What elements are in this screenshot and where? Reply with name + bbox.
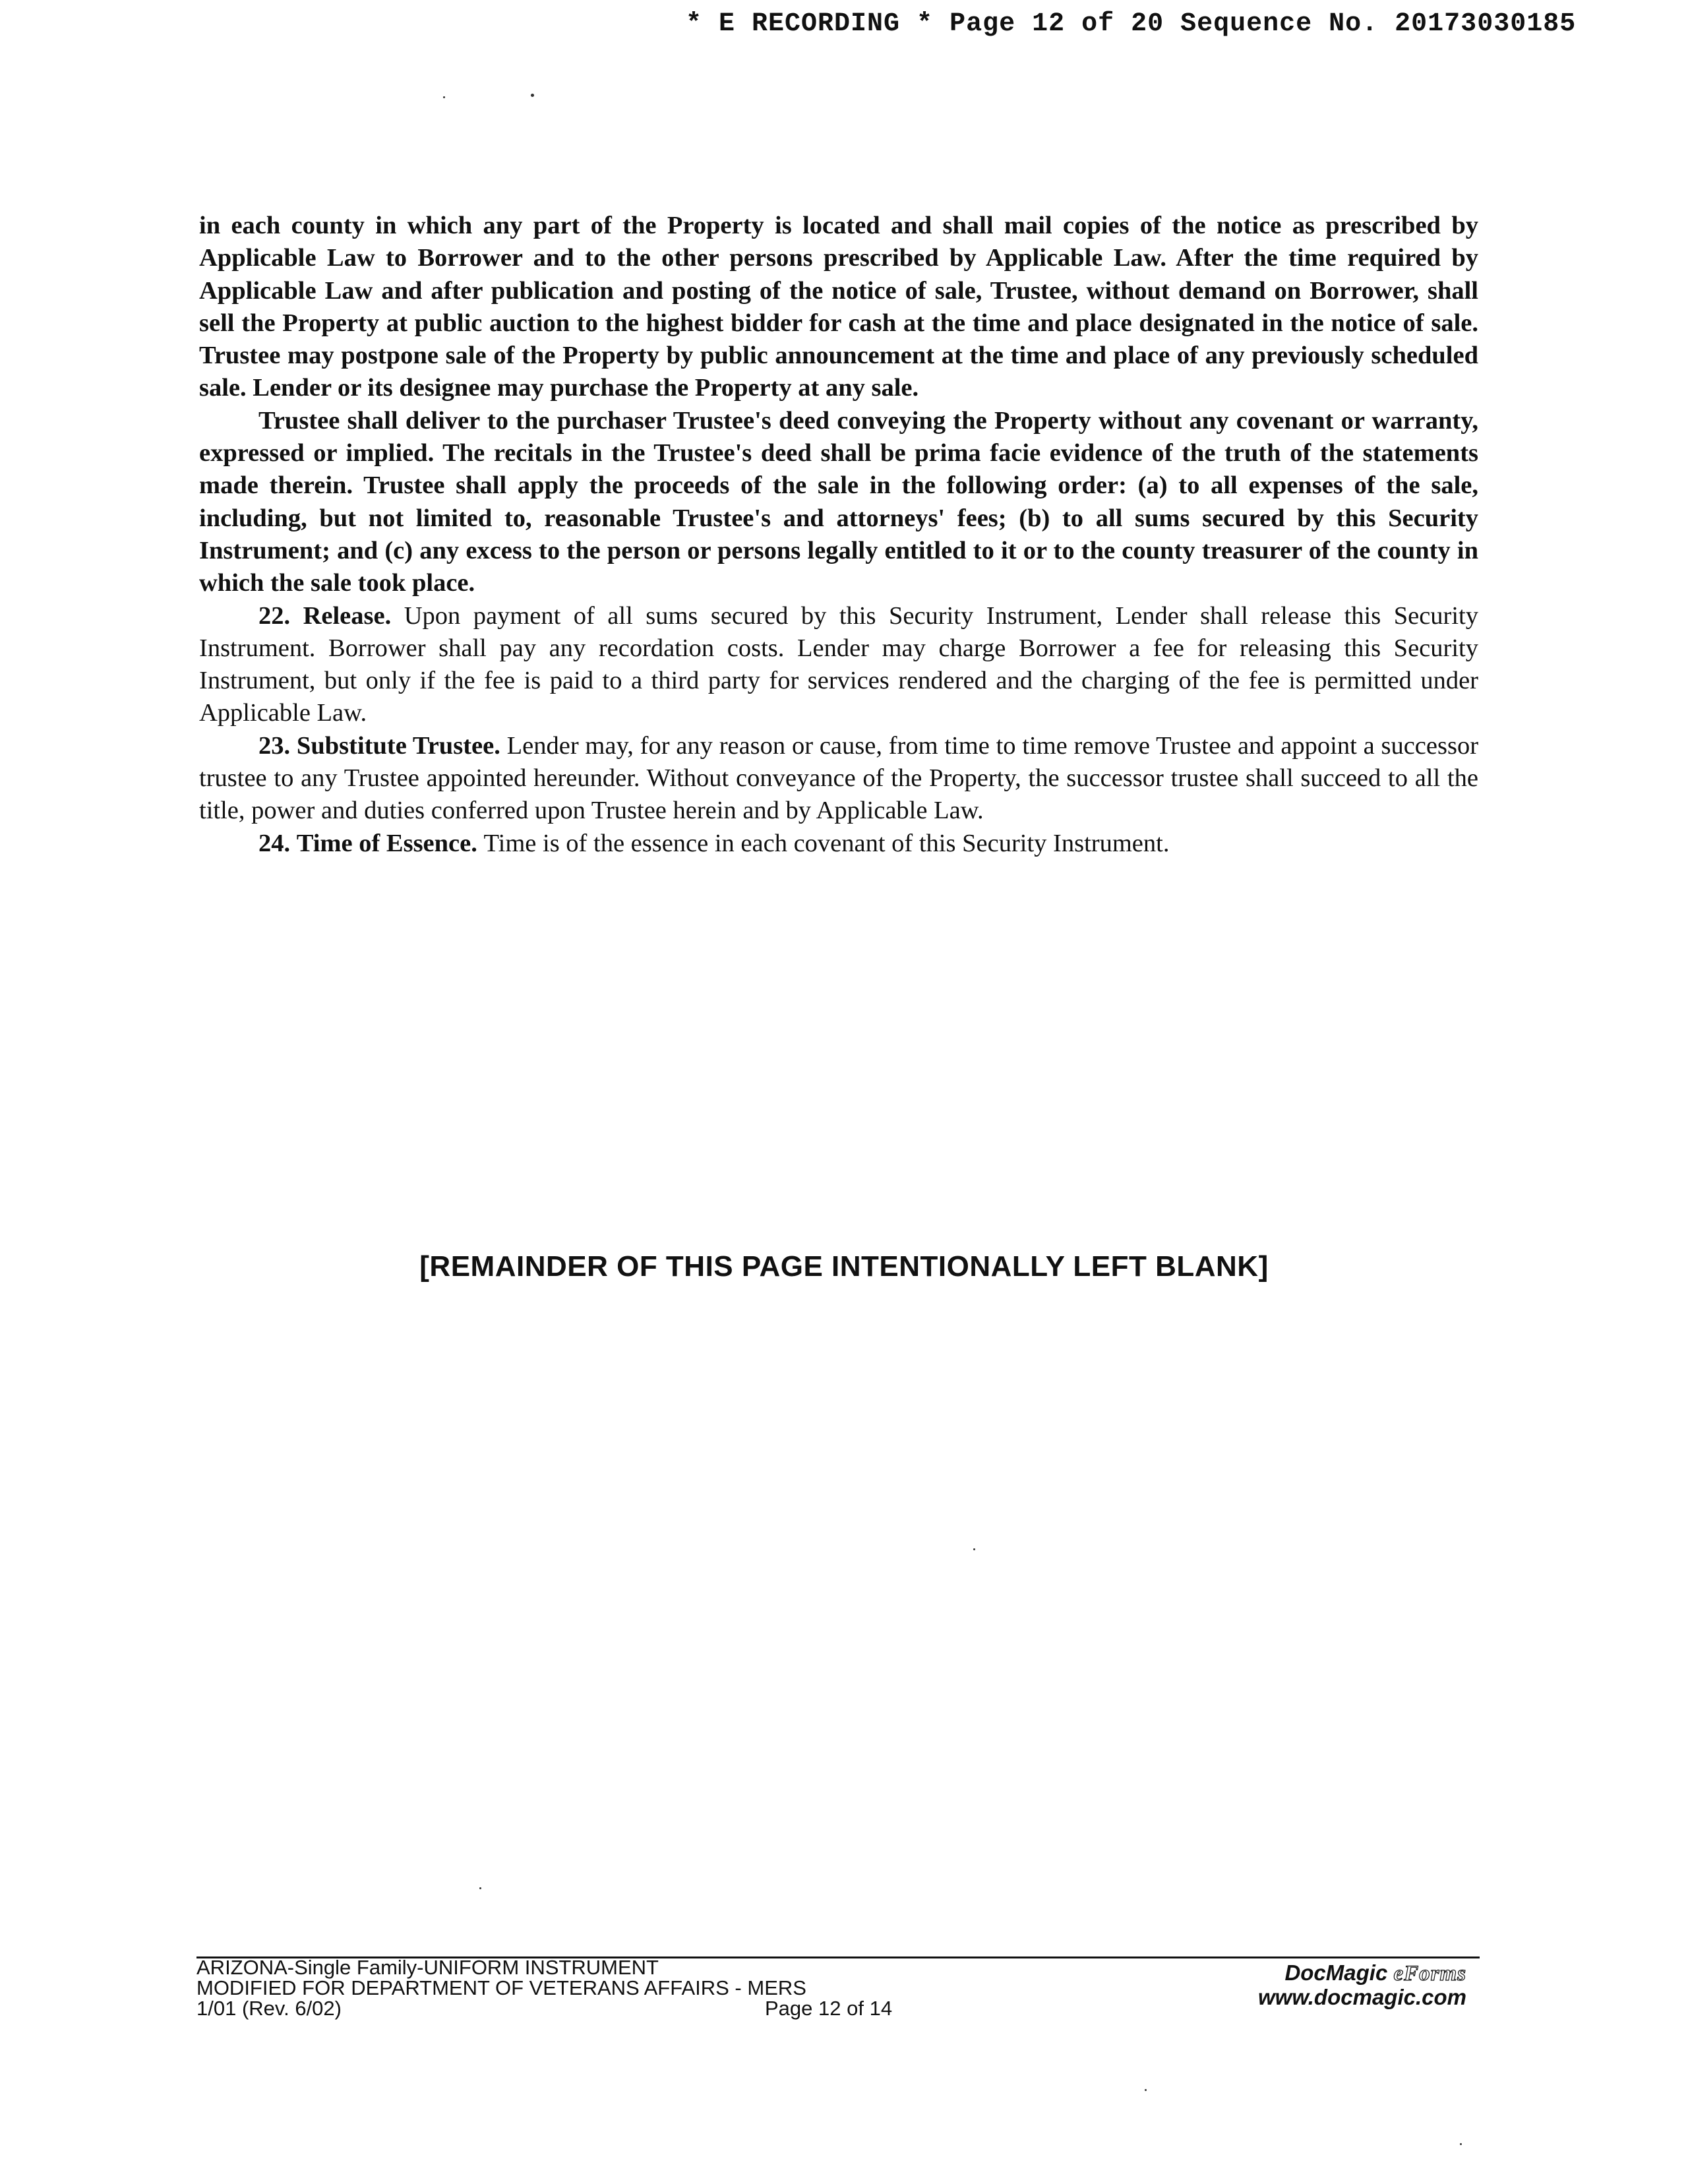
footer-page-number: Page 12 of 14 — [765, 1997, 893, 2020]
scan-speck — [443, 96, 445, 98]
recording-stamp: * E RECORDING * Page 12 of 20 Sequence No. 20173030185 — [686, 9, 1577, 39]
section-number: 24. — [258, 829, 291, 857]
section-title: Release. — [303, 601, 392, 630]
footer-form-info — [196, 1957, 806, 2018]
footer-form-line-2: MODIFIED FOR DEPARTMENT OF VETERANS AFFAIRS - MERS — [196, 1976, 806, 1999]
scan-speck — [479, 1887, 481, 1889]
paragraph-trustee-deed: Trustee shall deliver to the purchaser Trustee's deed conveying the Property without any covenant or warranty, expressed or implied. The recitals in the Trustee's deed shall be prima facie evidence of the truth of the statements made therein. Trustee shall apply the proceeds of the sale in the following order: (a) to all expenses of the sale, including, but not limited to, reasonable Trustee's and attorneys' fees; (b) to all sums secured by this Security Instrument; and (c) any excess to the person or persons legally entitled to it or to the county treasurer of the county in which the sale took place. — [199, 406, 1478, 597]
brand-name: DocMagic — [1284, 1960, 1388, 1985]
section-time-of-essence — [199, 828, 1478, 860]
document-body — [199, 210, 1478, 860]
section-text: Lender may, for any reason or cause, from time to time remove Trustee and appoint a successor trustee to any Trustee appointed hereunder. Without conveyance of the Property, the successor trustee shall succeed to all the title, power and duties conferred upon Trustee herein and by Applicable Law. — [199, 731, 1479, 825]
footer-form-line-3: 1/01 (Rev. 6/02) — [196, 1997, 342, 2020]
footer-form-line-1: ARIZONA-Single Family-UNIFORM INSTRUMENT — [196, 1956, 659, 1979]
brand-logo — [1258, 1961, 1466, 1986]
blank-page-notice: [REMAINDER OF THIS PAGE INTENTIONALLY LEFT BLANK] — [419, 1250, 1269, 1283]
section-text: Time is of the essence in each covenant of this Security Instrument. — [483, 829, 1170, 857]
scan-speck — [1145, 2089, 1147, 2091]
paragraph-continuation: in each county in which any part of the Property is located and shall mail copies of the notice as prescribed by Applicable Law to Borrower and to the other persons prescribed by Applicable Law. After the time required by Applicable Law and after publication and posting of the notice of sale, Trustee, without demand on Borrower, shall sell the Property at public auction to the highest bidder for cash at the time and place designated in the notice of sale. Trustee may postpone sale of the Property by public announcement at the time and place of any previously scheduled sale. Lender or its designee may purchase the Property at any sale. — [199, 212, 1478, 402]
section-text: Upon payment of all sums secured by this Security Instrument, Lender shall release this Security Instrument. Borrower shall pay any recordation costs. Lender may charge Borrower a fee for releasing this Security Instrument, but only if the fee is paid to a third party for services rendered and the charging of the fee is permitted under Applicable Law. — [199, 601, 1478, 727]
brand-url: www.docmagic.com — [1257, 1985, 1466, 2009]
section-title: Substitute Trustee. — [296, 731, 500, 760]
scan-speck — [1460, 2143, 1462, 2145]
scan-speck — [531, 94, 534, 97]
footer-brand — [1258, 1961, 1466, 2009]
section-number: 23. — [258, 731, 291, 760]
section-title: Time of Essence. — [296, 829, 477, 857]
scan-speck — [973, 1548, 975, 1550]
section-substitute-trustee — [199, 730, 1478, 828]
brand-mark: eForms — [1393, 1962, 1466, 1986]
section-number: 22. — [258, 601, 291, 630]
section-release — [199, 600, 1478, 730]
